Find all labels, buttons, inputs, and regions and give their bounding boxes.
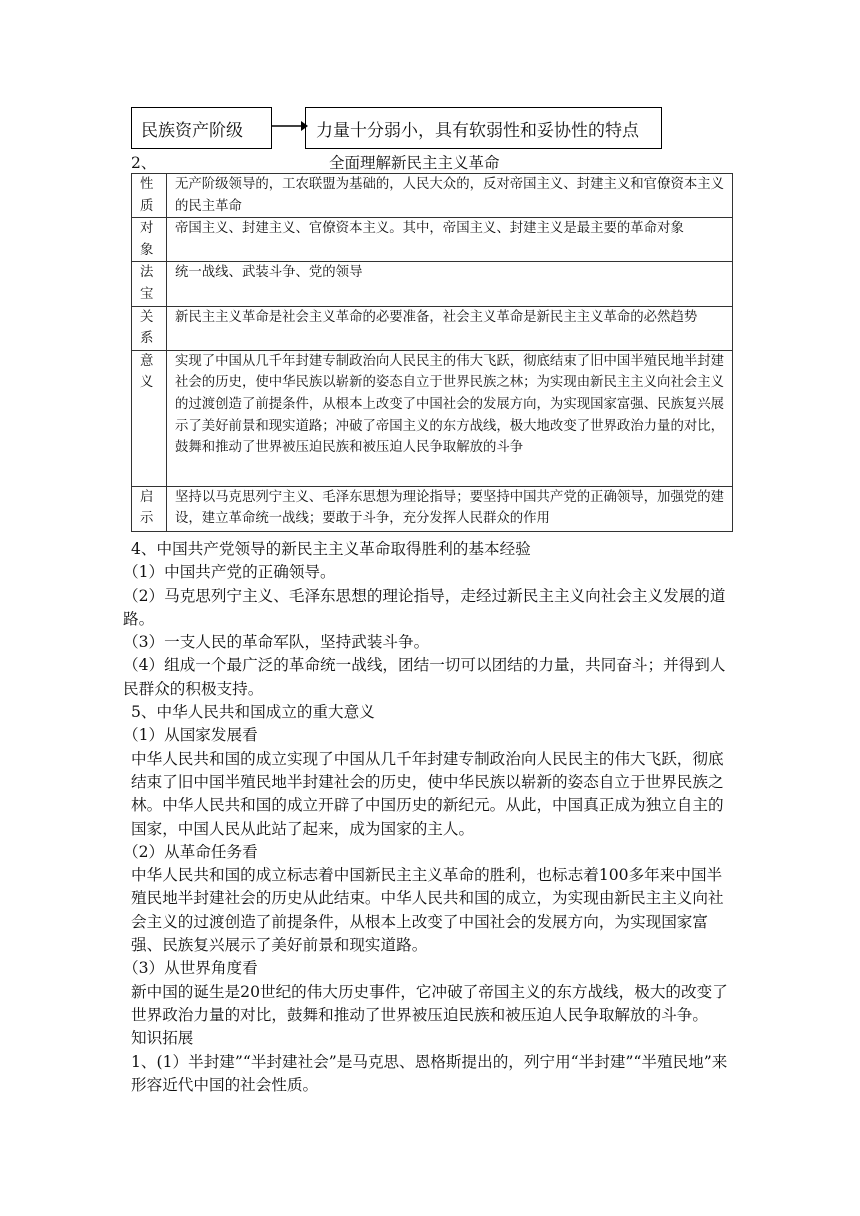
section4-item-1: （1）中国共产党的正确领导。 (123, 563, 336, 582)
section5-sub1-title: （1）从国家发展看 (123, 726, 258, 745)
section4-item-2: （2）马克思列宁主义、毛泽东思想的理论指导，走经过新民主主义向社会主义发展的道路。 (123, 586, 726, 628)
table-row (132, 306, 733, 350)
table-row (132, 262, 733, 306)
flow-box-characteristics-text: 力量十分弱小，具有软弱性和妥协性的特点 (316, 120, 639, 141)
flow-box-bourgeoisie-text: 民族资产阶级 (141, 120, 243, 141)
section5-sub2-text: 中华人民共和国的成立标志着中国新民主主义革命的胜利，也标志着100多年来中国半殖民地半封建社会的历史从此结束。中华人民共和国的成立，为实现由新民主主义向社会主义的过渡创造了前提条件，从根本上改变了中国社会的发展方向，为实现国家富强、民族复兴展示了美好前景和现实道路。 (131, 866, 724, 955)
row-label: 意义 (140, 353, 154, 391)
row-label: 启示 (140, 489, 154, 527)
section4-item-4: （4）组成一个最广泛的革命统一战线，团结一切可以团结的力量，共同奋斗；并得到人民群众的积极支持。 (123, 656, 726, 698)
section5-sub3-title: （3）从世界角度看 (123, 959, 258, 978)
flow-arrow (272, 118, 308, 134)
row-content: 统一战线、武装斗争、党的领导 (167, 262, 733, 306)
section5-sub2-title: （2）从革命任务看 (123, 842, 258, 861)
section5-sub1-text: 中华人民共和国的成立实现了中国从几千年封建专制政治向人民民主的伟大飞跃，彻底结束了旧中国半殖民地半封建社会的历史，使中华民族以崭新的姿态自立于世界民族之林。中华人民共和国的成立开辟了中国历史的新纪元。从此，中国真正成为独立自主的国家，中国人民从此站了起来，成为国家的主人。 (131, 749, 724, 838)
row-label: 关系 (140, 309, 154, 347)
section5-sub3-text: 新中国的诞生是20世纪的伟大历史事件，它冲破了帝国主义的东方战线，极大的改变了世界政治力量的对比，鼓舞和推动了世界被压迫民族和被压迫人民争取解放的斗争。 (131, 982, 728, 1024)
row-label: 性质 (140, 177, 154, 214)
row-content: 帝国主义、封建主义、官僚资本主义。其中，帝国主义、封建主义是最主要的革命对象 (167, 218, 733, 262)
body-text (123, 538, 733, 1097)
section5-title: 5、中华人民共和国成立的重大意义 (131, 703, 375, 722)
revolution-table (131, 173, 733, 532)
table-row (132, 174, 733, 218)
section4-item-3: （3）一支人民的革命军队，坚持武装斗争。 (123, 633, 430, 652)
flow-box-bourgeoisie (131, 107, 272, 149)
table-row (132, 486, 733, 531)
section2-title: 全面理解新民主主义革命 (329, 154, 500, 172)
section2-number: 2、 (131, 154, 157, 172)
table-row (132, 350, 733, 486)
row-content: 坚持以马克思列宁主义、毛泽东思想为理论指导；要坚持中国共产党的正确领导，加强党的建设，建立革命统一战线；要敢于斗争，充分发挥人民群众的作用 (167, 486, 733, 531)
flow-box-characteristics (305, 107, 662, 149)
row-content: 新民主主义革命是社会主义革命的必要准备，社会主义革命是新民主主义革命的必然趋势 (167, 306, 733, 350)
row-content: 无产阶级领导的，工农联盟为基础的，人民大众的，反对帝国主义、封建主义和官僚资本主义的民主革命 (167, 174, 733, 218)
row-label: 法宝 (140, 265, 154, 302)
table-row (132, 218, 733, 262)
section4-title: 4、中国共产党领导的新民主主义革命取得胜利的基本经验 (131, 540, 531, 558)
extension-title: 知识拓展 (131, 1029, 194, 1048)
extension-item-1: 1、(1）半封建”“半封建社会”是马克思、恩格斯提出的，列宁用“半封建”“半殖民地”来形容近代中国的社会性质。 (131, 1052, 728, 1094)
row-content: 实现了中国从几千年封建专制政治向人民民主的伟大飞跃，彻底结束了旧中国半殖民地半封建社会的历史，使中华民族以崭新的姿态自立于世界民族之林；为实现由新民主主义向社会主义的过渡创造了前提条件，从根本上改变了中国社会的发展方向，为实现国家富强、民族复兴展示了美好前景和现实道路；冲破了帝国主义的东方战线，极大地改变了世界政治力量的对比，鼓舞和推动了世界被压迫民族和被压迫人民争取解放的斗争 (167, 350, 733, 486)
row-label: 对象 (140, 221, 154, 258)
